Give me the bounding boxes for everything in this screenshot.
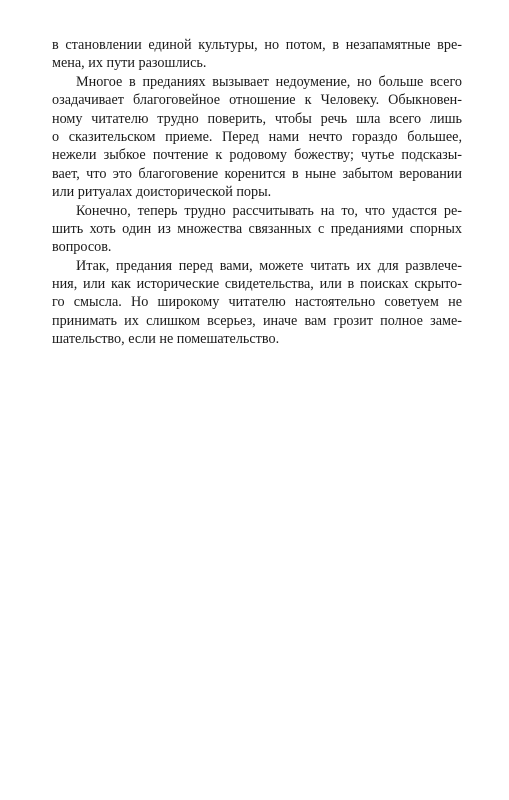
text-line: мена, их пути разошлись. — [52, 55, 207, 72]
text-line: или ритуалах доисторической поры. — [52, 184, 272, 201]
paragraph — [52, 36, 462, 73]
text-line: Конечно, теперь трудно рассчитывать на то, что удастся ре- — [76, 202, 462, 219]
paragraph — [52, 257, 462, 349]
text-line: о сказительском приеме. Перед нами нечто гораздо большее, — [52, 128, 462, 145]
text-line: шательство, если не помешательство. — [52, 331, 280, 348]
text-line: шить хоть один из множества связанных с преданиями спорных — [52, 220, 462, 237]
paragraph — [52, 73, 462, 202]
text-line: ния, или как исторические свидетельства, или в поисках скрыто- — [52, 276, 462, 293]
body-text — [52, 36, 462, 349]
text-line: нежели зыбкое почтение к родовому божеству; чутье подсказы- — [52, 147, 462, 164]
paragraph — [52, 202, 462, 257]
text-line: Итак, предания перед вами, можете читать их для развлече- — [76, 257, 462, 274]
text-line: го смысла. Но широкому читателю настоятельно советуем не — [52, 294, 462, 311]
text-line: в становлении единой культуры, но потом, в незапамятные вре- — [52, 37, 462, 53]
text-line: вает, что это благоговение коренится в ныне забытом веровании — [52, 165, 462, 182]
text-line: Многое в преданиях вызывает недоумение, но больше всего — [76, 73, 462, 90]
text-line: принимать их слишком всерьез, иначе вам грозит полное заме- — [52, 312, 462, 329]
text-line: озадачивает благоговейное отношение к Человеку. Обыкновен- — [52, 92, 462, 109]
text-line: вопросов. — [52, 239, 112, 256]
text-line: ному читателю трудно поверить, чтобы речь шла всего лишь — [52, 110, 462, 127]
